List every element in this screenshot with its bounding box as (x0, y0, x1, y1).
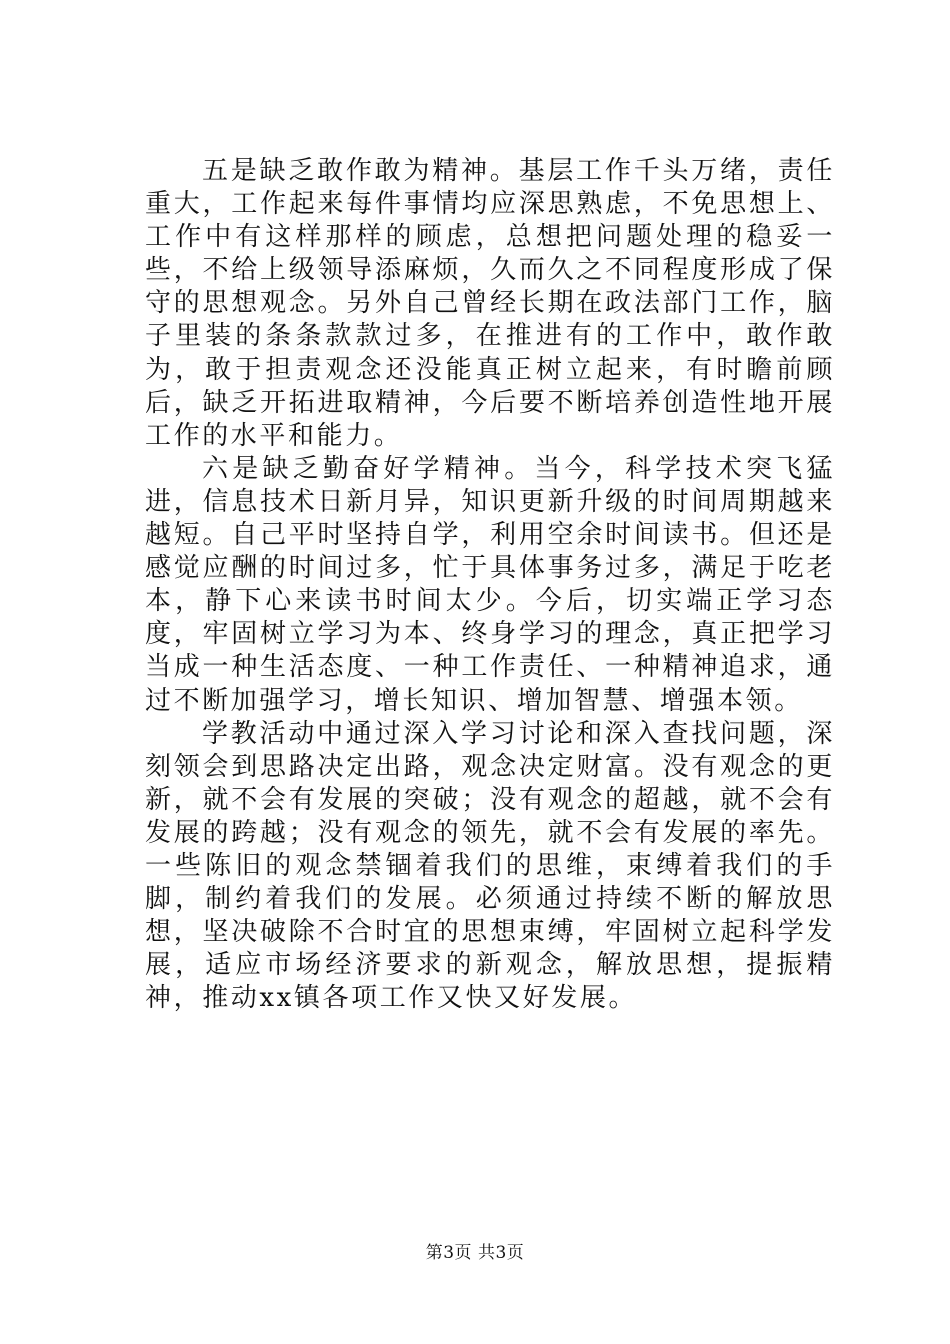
paragraph-shortcoming-five: 五是缺乏敢作敢为精神。基层工作千头万绪，责任重大，工作起来每件事情均应深思熟虑，不免思想上、工作中有这样那样的顾虑，总想把问题处理的稳妥一些，不给上级领导添麻烦，久而久之不同程度形成了保守的思想观念。另外自己曾经长期在政法部门工作，脑子里装的条条款款过多，在推进有的工作中，敢作敢为，敢于担责观念还没能真正树立起来，有时瞻前顾后，缺乏开拓进取精神，今后要不断培养创造性地开展工作的水平和能力。 (145, 156, 835, 451)
document-body (145, 155, 835, 1015)
paragraph-shortcoming-six: 六是缺乏勤奋好学精神。当今，科学技术突飞猛进，信息技术日新月异，知识更新升级的时间周期越来越短。自己平时坚持自学，利用空余时间读书。但还是感觉应酬的时间过多，忙于具体事务过多，满足于吃老本，静下心来读书时间太少。今后，切实端正学习态度，牢固树立学习为本、终身学习的理念，真正把学习当成一种生活态度、一种工作责任、一种精神追求，通过不断加强学习，增长知识、增加智慧、增强本领。 (145, 453, 835, 716)
paragraph-conclusion: 学教活动中通过深入学习讨论和深入查找问题，深刻领会到思路决定出路，观念决定财富。没有观念的更新，就不会有发展的突破；没有观念的超越，就不会有发展的跨越；没有观念的领先，就不会有发展的率先。一些陈旧的观念禁锢着我们的思维，束缚着我们的手脚，制约着我们的发展。必须通过持续不断的解放思想，坚决破除不合时宜的思想束缚，牢固树立起科学发展，适应市场经济要求的新观念，解放思想，提振精神，推动xx镇各项工作又快又好发展。 (145, 718, 835, 1014)
page-footer (0, 1242, 950, 1264)
page-number-label: 第3页 共3页 (425, 1243, 525, 1263)
